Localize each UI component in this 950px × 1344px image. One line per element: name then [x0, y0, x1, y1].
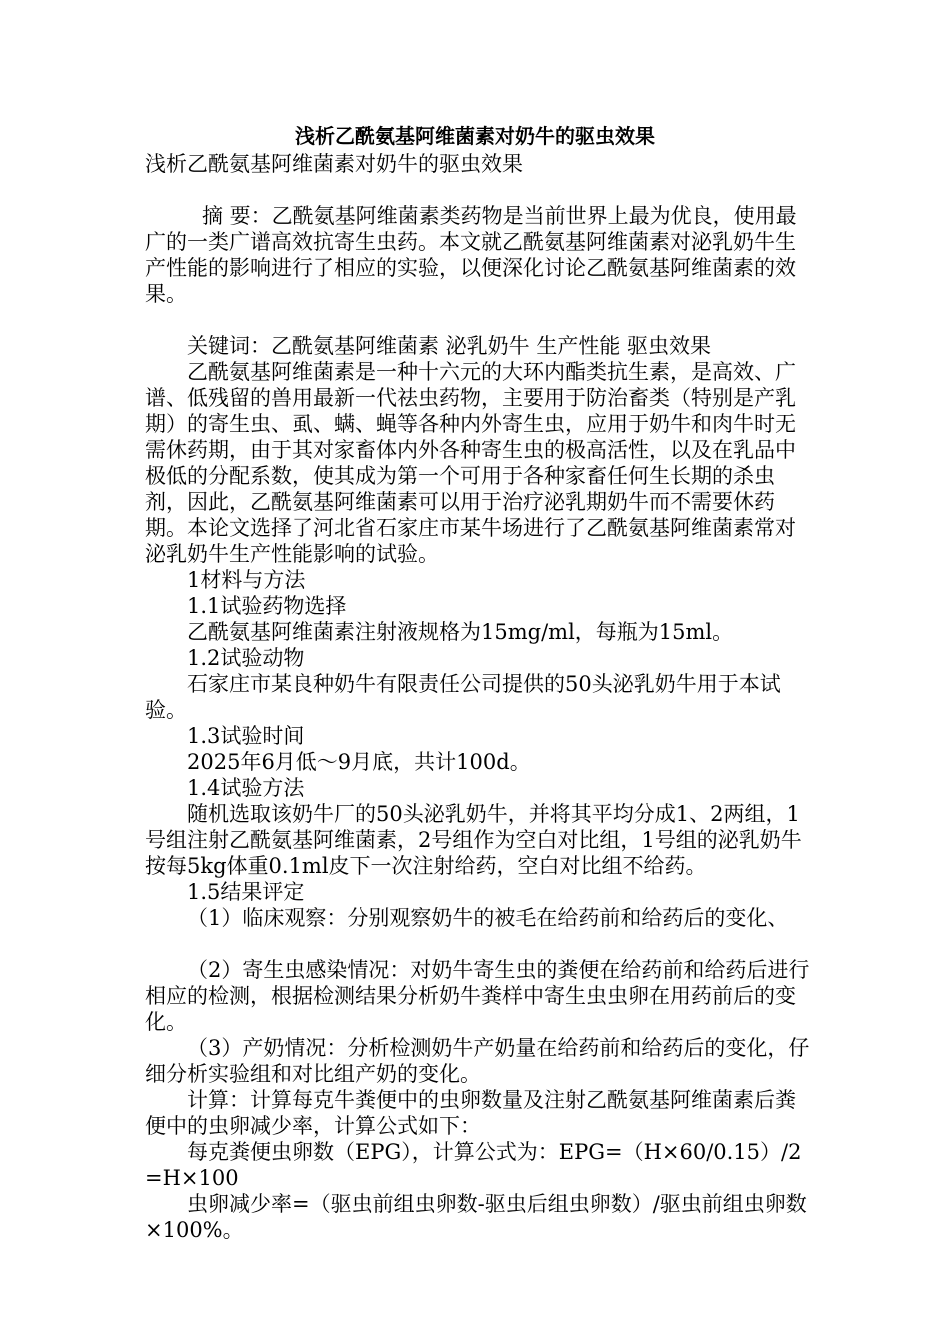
blank-line — [145, 177, 813, 203]
abstract-paragraph: 摘 要：乙酰氨基阿维菌素类药物是当前世界上最为优良，使用最广的一类广谱高效抗寄生虫药。本文就乙酰氨基阿维菌素对泌乳奶牛生产性能的影响进行了相应的实验，以便深化讨论乙酰氨基阿维菌素的效果。 — [145, 204, 797, 306]
subsection-text-1-1: 乙酰氨基阿维菌素注射液规格为15mg/ml，每瓶为15ml。 — [187, 620, 734, 644]
document-title: 浅析乙酰氨基阿维菌素对奶牛的驱虫效果 — [295, 124, 655, 148]
subsection-text-1-4: 随机选取该奶牛厂的50头泌乳奶牛，并将其平均分成1、2两组，1号组注射乙酰氨基阿维菌素，2号组作为空白对比组，1号组的泌乳奶牛按每5kg体重0.1ml皮下一次注射给药，空白对比组不给药。 — [145, 802, 802, 878]
blank-line — [145, 931, 813, 957]
subsection-text-1-2: 石家庄市某良种奶牛有限责任公司提供的50头泌乳奶牛用于本试验。 — [145, 672, 781, 722]
evaluation-item-3: （3）产奶情况：分析检测奶牛产奶量在给药前和给药后的变化，仔细分析实验组和对比组产奶的变化。 — [145, 1036, 810, 1086]
subsection-text-1-3: 2025年6月低～9月底，共计100d。 — [187, 750, 531, 774]
document-subtitle: 浅析乙酰氨基阿维菌素对奶牛的驱虫效果 — [145, 152, 523, 176]
blank-line — [145, 307, 813, 333]
section-heading-1: 1材料与方法 — [187, 568, 306, 592]
subsection-heading-1-5: 1.5结果评定 — [187, 880, 305, 904]
evaluation-item-2: （2）寄生虫感染情况：对奶牛寄生虫的粪便在给药前和给药后进行相应的检测，根据检测结果分析奶牛粪样中寄生虫虫卵在用药前后的变化。 — [145, 958, 810, 1034]
intro-paragraph: 乙酰氨基阿维菌素是一种十六元的大环内酯类抗生素，是高效、广谱、低残留的兽用最新一代祛虫药物，主要用于防治畜类（特别是产乳期）的寄生虫、虱、螨、蝇等各种内外寄生虫，应用于奶牛和肉牛时无需休药期，由于其对家畜体内外各种寄生虫的极高活性，以及在乳品中极低的分配系数，使其成为第一个可用于各种家畜任何生长期的杀虫剂，因此，乙酰氨基阿维菌素可以用于治疗泌乳期奶牛而不需要休药期。本论文选择了河北省石家庄市某牛场进行了乙酰氨基阿维菌素常对泌乳奶牛生产性能影响的试验。 — [145, 360, 796, 566]
subsection-heading-1-3: 1.3试验时间 — [187, 724, 305, 748]
formula-epg: 每克粪便虫卵数（EPG），计算公式为：EPG=（H×60/0.15）/2=H×100 — [145, 1140, 802, 1190]
subsection-heading-1-2: 1.2试验动物 — [187, 646, 305, 670]
keywords-line: 关键词：乙酰氨基阿维菌素 泌乳奶牛 生产性能 驱虫效果 — [187, 334, 712, 358]
calculation-paragraph: 计算：计算每克牛粪便中的虫卵数量及注射乙酰氨基阿维菌素后粪便中的虫卵减少率，计算公式如下： — [145, 1088, 796, 1138]
subsection-heading-1-1: 1.1试验药物选择 — [187, 594, 347, 618]
document-body — [145, 151, 813, 1243]
evaluation-item-1: （1）临床观察：分别观察奶牛的被毛在给药前和给药后的变化、 — [187, 906, 789, 930]
formula-reduction-rate: 虫卵减少率=（驱虫前组虫卵数-驱虫后组虫卵数）/驱虫前组虫卵数×100%。 — [145, 1192, 807, 1242]
subsection-heading-1-4: 1.4试验方法 — [187, 776, 305, 800]
